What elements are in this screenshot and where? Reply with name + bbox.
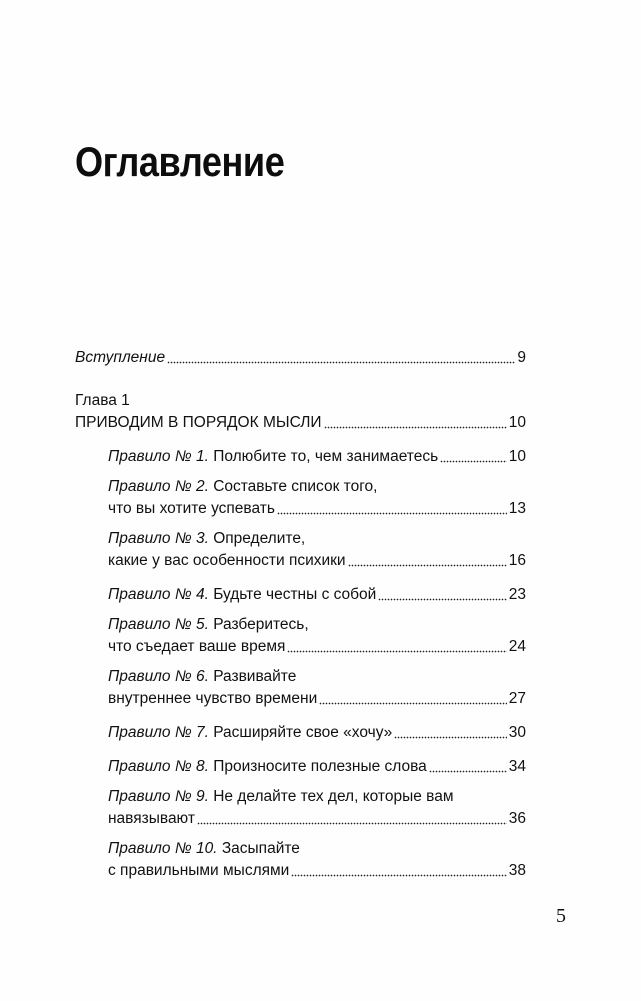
rule-title: Произносите полезные слова <box>213 758 427 775</box>
rule-title: Полюбите то, чем занимаетесь <box>213 448 439 465</box>
dot-leader <box>277 496 507 515</box>
rule-title-continued: с правильными мыслями <box>108 862 290 879</box>
rule-prefix: Правило № 7. <box>108 724 209 741</box>
dot-leader <box>348 548 507 567</box>
rule-prefix: Правило № 5. <box>108 616 209 633</box>
dot-leader <box>440 444 507 463</box>
page-title: Оглавление <box>75 138 285 185</box>
dot-leader <box>429 754 507 773</box>
toc-page-number: 34 <box>508 758 526 775</box>
toc-entry-rule-7 <box>108 720 526 742</box>
rule-title: Засыпайте <box>221 840 300 857</box>
dot-leader <box>197 806 507 825</box>
rule-title: Разберитесь, <box>213 616 309 633</box>
toc-page-number: 13 <box>508 500 526 517</box>
toc-page-number: 24 <box>508 638 526 655</box>
rule-prefix: Правило № 8. <box>108 758 209 775</box>
toc-entry-chapter <box>75 410 526 432</box>
toc-entry-rule-3-first-line <box>108 529 305 548</box>
rule-prefix: Правило № 1. <box>108 448 209 465</box>
rule-title: Не делайте тех дел, которые вам <box>213 788 454 805</box>
chapter-number: Глава 1 <box>75 392 130 409</box>
rule-title-continued: что вы хотите успевать <box>108 500 275 517</box>
rule-title: Составьте список того, <box>213 478 378 495</box>
toc-entry-rule-10-first-line <box>108 839 300 858</box>
toc-entry-rule-8 <box>108 754 526 776</box>
toc-entry-rule-5-first-line <box>108 615 309 634</box>
dot-leader <box>287 634 506 653</box>
toc-entry-rule-9 <box>108 806 526 828</box>
toc-entry-rule-6 <box>108 686 526 708</box>
toc-entry-rule-2 <box>108 496 526 518</box>
toc-page-number: 38 <box>508 862 526 879</box>
toc-entry-rule-6-first-line <box>108 667 296 686</box>
rule-prefix: Правило № 9. <box>108 788 209 805</box>
rule-title-continued: какие у вас особенности психики <box>108 552 346 569</box>
toc-entry-rule-2-first-line <box>108 477 377 496</box>
toc-page-number: 9 <box>517 349 526 366</box>
dot-leader <box>378 582 506 601</box>
toc-entry-intro <box>75 345 526 367</box>
toc-page-number: 30 <box>508 724 526 741</box>
toc-entry-rule-5 <box>108 634 526 656</box>
rule-title: Развивайте <box>213 668 297 685</box>
toc-entry-rule-1 <box>108 444 526 466</box>
rule-title-continued: внутреннее чувство времени <box>108 690 318 707</box>
toc-page-number: 10 <box>508 414 526 431</box>
rule-title: Будьте честны с собой <box>213 586 377 603</box>
chapter-title: ПРИВОДИМ В ПОРЯДОК МЫСЛИ <box>75 414 322 431</box>
toc-entry-rule-4 <box>108 582 526 604</box>
rule-prefix: Правило № 10. <box>108 840 218 857</box>
dot-leader <box>394 720 506 739</box>
rule-title-continued: навязывают <box>108 810 195 827</box>
toc-page-number: 10 <box>508 448 526 465</box>
toc-page-number: 16 <box>508 552 526 569</box>
rule-title: Расширяйте свое «хочу» <box>213 724 393 741</box>
rule-prefix: Правило № 6. <box>108 668 209 685</box>
rule-title: Определите, <box>213 530 306 547</box>
rule-prefix: Правило № 4. <box>108 586 209 603</box>
toc-page-number: 27 <box>508 690 526 707</box>
rule-title-continued: что съедает ваше время <box>108 638 286 655</box>
dot-leader <box>319 686 507 705</box>
dot-leader <box>324 410 507 429</box>
toc-entry-rule-10 <box>108 858 526 880</box>
toc-entry-rule-9-first-line <box>108 787 454 806</box>
toc-page-number: 23 <box>508 586 526 603</box>
rule-prefix: Правило № 3. <box>108 530 209 547</box>
dot-leader <box>291 858 506 877</box>
dot-leader <box>167 345 515 364</box>
rule-prefix: Правило № 2. <box>108 478 209 495</box>
page-number-folio: 5 <box>556 905 566 927</box>
toc-entry-label: Вступление <box>75 349 166 366</box>
toc-entry-rule-3 <box>108 548 526 570</box>
toc-page-number: 36 <box>508 810 526 827</box>
